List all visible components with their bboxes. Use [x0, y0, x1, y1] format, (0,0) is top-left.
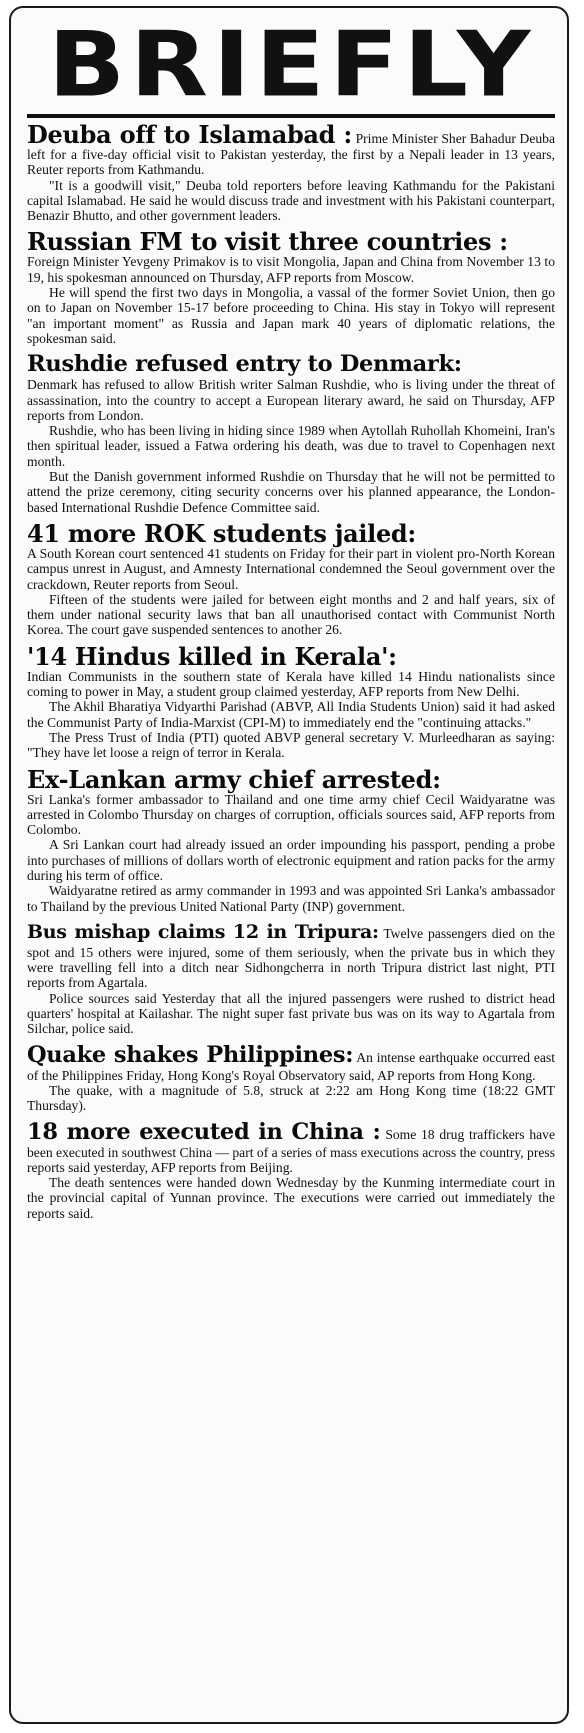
story-paragraph: The Akhil Bharatiya Vidyarthi Parishad (ABVP, All India Students Union) said it had asked the Communist Party of India-Marxist (CPI-M) to immediately end the "continuing attacks." — [27, 699, 555, 730]
story-lead-text: Twelve passengers died on the spot and 15 others were injured, some of them seriously, when the private bus in which they were travelling fell into a ditch near Sidhongcherra in north Tripura district last night, PTI reports from Agartala. — [27, 925, 556, 991]
story-paragraph: Waidyaratne retired as army commander in 1993 and was appointed Sri Lanka's ambassador to Thailand by the previous United National Party (INP) government. — [27, 883, 555, 914]
story-lead-text: Foreign Minister Yevgeny Primakov is to visit Mongolia, Japan and China from November 13 to 19, his spokesman announced on Thursday, AFP reports from Moscow. — [27, 254, 555, 285]
story-lead-text: An intense earthquake occurred east of the Philippines Friday, Hong Kong's Royal Observatory said, AP reports from Hong Kong. — [27, 1049, 555, 1083]
story-paragraph: The quake, with a magnitude of 5.8, struck at 2:22 am Hong Kong time (18:22 GMT Thursday). — [27, 1082, 555, 1114]
story-headline: Rushdie refused entry to Denmark: — [27, 351, 462, 378]
story-lead-text: Denmark has refused to allow British writer Salman Rushdie, who is living under the threat of assassination, into the country to accept a European literary award, he said on Thursday, AFP reports from London. — [27, 377, 555, 423]
story-paragraph: "It is a goodwill visit," Deuba told reporters before leaving Kathmandu for the Pakistani capital Islamabad. He said he would discuss trade and investment with his Pakistani counterpart, Benazir Bhutto, and other government leaders. — [27, 177, 555, 224]
story-paragraph: The death sentences were handed down Wednesday by the Kunming intermediate court in the provincial capital of Yunnan province. The executions were carried out immediately the reports said. — [27, 1175, 555, 1221]
story-lead-text: Prime Minister Sher Bahadur Deuba left for a five-day official visit to Pakistan yesterday, the first by a Nepali leader in 13 years, Reuter reports from Kathmandu. — [27, 131, 555, 178]
story-deuba — [27, 122, 555, 223]
story-rok-students — [27, 518, 555, 638]
story-lead-text: Indian Communists in the southern state of Kerala have killed 14 Hindu nationalists since coming to power in May, a student group claimed yesterday, AFP reports from New Delhi. — [27, 668, 555, 700]
story-kerala — [27, 641, 555, 761]
story-lead-text: Sri Lanka's former ambassador to Thailand and one time army chief Cecil Waidyaratne was arrested in Colombo Thursday on charges of corruption, officials sources said, AFP reports from Colombo. — [27, 791, 555, 838]
story-headline: Bus mishap claims 12 in Tripura: — [27, 920, 379, 943]
story-paragraph: But the Danish government informed Rushdie on Thursday that he will not be permitted to attend the prize ceremony, citing security concerns over his planned appearance, the London-based International Rushdie Defence Committee said. — [27, 469, 555, 515]
story-headline: Russian FM to visit three countries : — [27, 227, 508, 257]
story-lead — [27, 122, 555, 178]
story-headline: '14 Hindus killed in Kerala': — [27, 641, 397, 671]
story-headline: 41 more ROK students jailed: — [27, 518, 416, 548]
story-china-executions — [27, 1120, 555, 1221]
story-lead-text: A South Korean court sentenced 41 students on Friday for their part in violent pro-North Korean campus unrest in August, and Amnesty International condemned the Seoul government over the crackdown, Reuter reports from Seoul. — [27, 545, 555, 592]
story-lead — [27, 920, 555, 991]
masthead — [27, 12, 555, 118]
story-headline: Quake shakes Philippines: — [27, 1041, 354, 1068]
stories-list — [27, 118, 555, 1221]
story-paragraph: Fifteen of the students were jailed for between eight months and 2 and half years, six of them under national security laws that ban all unauthorised contact with Communist North Korea. The court gave suspended sentences to another 26. — [27, 591, 555, 638]
story-headline: Deuba off to Islamabad : — [27, 120, 352, 149]
story-lankan-army-chief — [27, 764, 555, 914]
story-headline: 18 more executed in China : — [27, 1118, 381, 1145]
story-philippines-quake — [27, 1043, 555, 1114]
story-lead — [27, 1043, 555, 1083]
story-lead-text: Some 18 drug traffickers have been executed in southwest China — part of a series of mass executions across the country, press reports said yesterday, AFP reports from Beijing. — [27, 1126, 555, 1175]
story-tripura-bus — [27, 920, 555, 1037]
masthead-title: BRIEFLY — [47, 12, 535, 118]
story-paragraph: Rushdie, who has been living in hiding since 1989 when Aytollah Ruhollah Khomeini, Iran's then spiritual leader, issued a Fatwa ordering his death, was due to travel to Copenhagen next month. — [27, 423, 555, 469]
story-paragraph: He will spend the first two days in Mongolia, a vassal of the former Soviet Union, then go on to Japan on November 15-17 before proceeding to China. His stay in Tokyo will represent "an important moment" as Russia and Japan mark 40 years of diplomatic relations, the spokesman said. — [27, 285, 555, 346]
story-paragraph: A Sri Lankan court had already issued an order impounding his passport, pending a probe into purchases of millions of dollars worth of electronic equipment and ration packs for the army during his term of office. — [27, 837, 555, 883]
story-paragraph: Police sources said Yesterday that all the injured passengers were rushed to district head quarters' hospital at Kailashar. The night super fast private bus was on its way to Agartala from Silchar, police said. — [27, 990, 555, 1037]
newspaper-column-frame — [9, 6, 569, 1724]
story-rushdie — [27, 352, 555, 515]
story-lead — [27, 1120, 555, 1176]
story-russian-fm — [27, 229, 555, 346]
story-paragraph: The Press Trust of India (PTI) quoted ABVP general secretary V. Murleedharan as saying: "They have let loose a reign of terror in Kerala. — [27, 729, 555, 761]
story-headline: Ex-Lankan army chief arrested: — [27, 764, 441, 794]
